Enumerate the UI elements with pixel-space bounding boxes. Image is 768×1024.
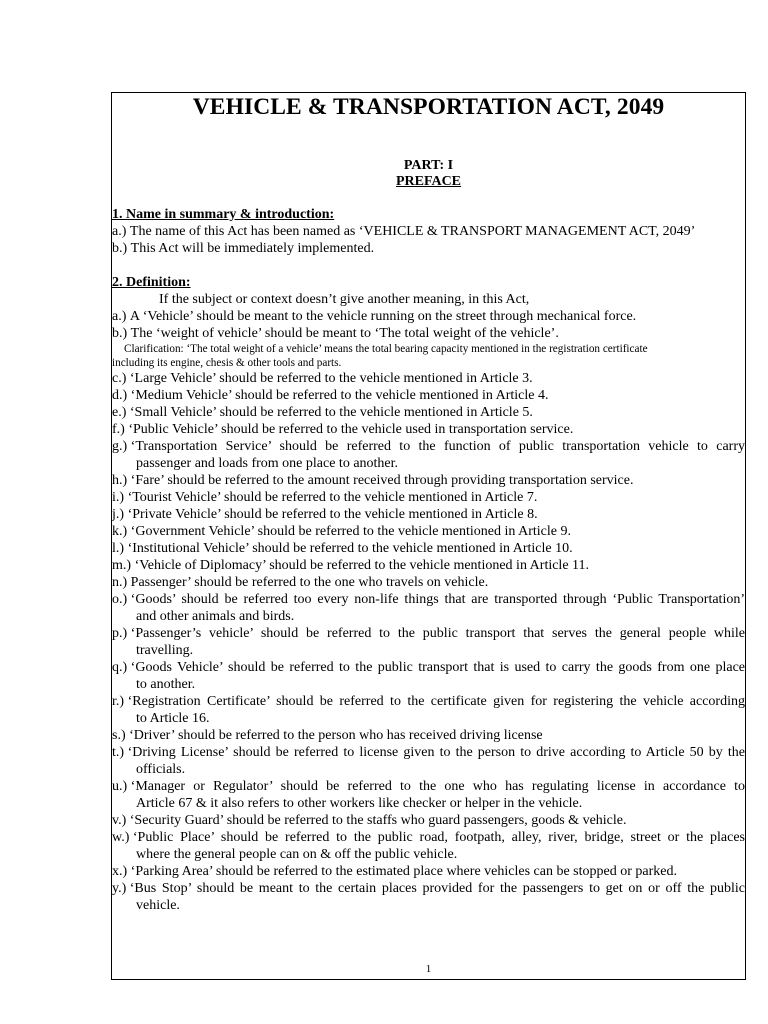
- definition-item: [112, 404, 745, 421]
- item-label: g.): [112, 439, 131, 454]
- item-text: ‘Passenger’s vehicle’ should be referred to the public transport that serves the general people while: [130, 626, 745, 641]
- item-text: A ‘Vehicle’ should be meant to the vehicle running on the street through mechanical force.: [129, 309, 637, 324]
- item-label: p.): [112, 626, 131, 641]
- item-label: s.): [112, 728, 130, 743]
- item-label: n.): [112, 575, 131, 590]
- definition-item: [112, 506, 745, 523]
- document-title: VEHICLE & TRANSPORTATION ACT, 2049: [192, 94, 665, 120]
- definition-item: [112, 387, 745, 404]
- item-text: The ‘weight of vehicle’ should be meant to ‘The total weight of the vehicle’.: [130, 326, 559, 341]
- definition-item-continuation: [112, 642, 745, 659]
- item-text-continued: to Article 16.: [136, 711, 210, 726]
- item-label: t.): [112, 745, 128, 760]
- item-text: ‘Tourist Vehicle’ should be referred to the vehicle mentioned in Article 7.: [127, 490, 538, 505]
- definition-item-continuation: [112, 761, 745, 778]
- definition-item-continuation: [112, 676, 745, 693]
- item-label: v.): [112, 813, 130, 828]
- item-text: Passenger’ should be referred to the one who travels on vehicle.: [130, 575, 489, 590]
- definition-item: [112, 863, 745, 880]
- section-heading-name: 1. Name in summary & introduction:: [112, 207, 335, 222]
- item-text: ‘Private Vehicle’ should be referred to the vehicle mentioned in Article 8.: [127, 507, 538, 522]
- item-label: w.): [112, 830, 133, 845]
- item-text-continued: passenger and loads from one place to another.: [136, 456, 399, 471]
- item-text: ‘Goods’ should be referred too every non-life things that are transported through ‘Public Transportation’: [130, 592, 745, 607]
- definition-item-continuation: [112, 846, 745, 863]
- item-label: d.): [112, 388, 131, 403]
- definition-item: [112, 727, 745, 744]
- document-body: [112, 206, 745, 914]
- preface-heading: PREFACE: [395, 174, 462, 189]
- item-text-continued: and other animals and birds.: [136, 609, 295, 624]
- item-text: ‘Driving License’ should be referred to license given to the person to drive according to Article 50 by the: [127, 745, 745, 760]
- item-text-continued: vehicle.: [136, 898, 180, 913]
- item-text-continued: where the general people can on & off the public vehicle.: [136, 847, 458, 862]
- item-label: a.): [112, 309, 130, 324]
- item-text: ‘Driver’ should be referred to the person who has received driving license: [129, 728, 543, 743]
- definition-item: [112, 421, 745, 438]
- definition-item: [112, 557, 745, 574]
- item-text: ‘Bus Stop’ should be meant to the certain places provided for the passengers to get on or off the public: [129, 881, 745, 896]
- definition-intro: If the subject or context doesn’t give another meaning, in this Act,: [159, 292, 530, 307]
- item-text: ‘Public Vehicle’ should be referred to the vehicle used in transportation service.: [128, 422, 574, 437]
- definition-item-continuation: [112, 795, 745, 812]
- item-text: ‘Registration Certificate’ should be referred to the certificate given for registering the vehicle according: [127, 694, 745, 709]
- definition-item: [112, 778, 745, 795]
- list-item: a.) The name of this Act has been named as ‘VEHICLE & TRANSPORT MANAGEMENT ACT, 2049’: [112, 224, 696, 239]
- item-label: l.): [112, 541, 128, 556]
- clarification-note: Clarification: ‘The total weight of a vehicle’ means the total bearing capacity mentioned in the registration certificate including its engine, chesis & other tools and parts.: [112, 343, 648, 369]
- definition-item: [112, 325, 745, 342]
- item-label: y.): [112, 881, 130, 896]
- item-label: h.): [112, 473, 131, 488]
- item-label: j.): [112, 507, 128, 522]
- section-heading-definition: 2. Definition:: [112, 275, 191, 290]
- definition-list: [112, 370, 745, 914]
- definition-item-continuation: [112, 455, 745, 472]
- definition-item: [112, 308, 745, 325]
- definition-item-continuation: [112, 897, 745, 914]
- item-label: k.): [112, 524, 131, 539]
- item-text-continued: Article 67 & it also refers to other workers like checker or helper in the vehicle.: [136, 796, 583, 811]
- item-label: u.): [112, 779, 131, 794]
- item-label: i.): [112, 490, 128, 505]
- definition-item: [112, 744, 745, 761]
- item-text: ‘Security Guard’ should be referred to the staffs who guard passengers, goods & vehicle.: [129, 813, 627, 828]
- item-text: ‘Small Vehicle’ should be referred to the vehicle mentioned in Article 5.: [129, 405, 533, 420]
- list-item: b.) This Act will be immediately implemented.: [112, 241, 375, 256]
- definition-item: [112, 438, 745, 455]
- item-label: q.): [112, 660, 131, 675]
- definition-item: [112, 472, 745, 489]
- definition-item: [112, 659, 745, 676]
- item-text: ‘Public Place’ should be referred to the public road, footpath, alley, river, bridge, street or the places: [132, 830, 745, 845]
- definition-item-continuation: [112, 608, 745, 625]
- item-text: ‘Government Vehicle’ should be referred to the vehicle mentioned in Article 9.: [130, 524, 572, 539]
- item-label: c.): [112, 371, 130, 386]
- item-label: x.): [112, 864, 131, 879]
- item-text: ‘Manager or Regulator’ should be referred to the one who has regulating license in accordance to: [130, 779, 745, 794]
- item-label: o.): [112, 592, 131, 607]
- item-text: ‘Fare’ should be referred to the amount received through providing transportation service.: [130, 473, 634, 488]
- item-label: m.): [112, 558, 135, 573]
- definition-item: [112, 693, 745, 710]
- definition-item: [112, 591, 745, 608]
- definition-item-continuation: [112, 710, 745, 727]
- item-label: e.): [112, 405, 130, 420]
- item-text: ‘Transportation Service’ should be referred to the function of public transportation vehicle to carry: [130, 439, 745, 454]
- item-text-continued: to another.: [136, 677, 196, 692]
- item-text-continued: travelling.: [136, 643, 194, 658]
- definition-item: [112, 574, 745, 591]
- item-text-continued: officials.: [136, 762, 186, 777]
- item-text: ‘Goods Vehicle’ should be referred to the public transport that is used to carry the goods from one place: [130, 660, 745, 675]
- item-label: f.): [112, 422, 129, 437]
- definition-list: [112, 308, 745, 342]
- definition-item: [112, 829, 745, 846]
- definition-item: [112, 489, 745, 506]
- page-number: 1: [425, 963, 432, 975]
- definition-item: [112, 370, 745, 387]
- definition-item: [112, 625, 745, 642]
- definition-item: [112, 523, 745, 540]
- item-text: ‘Institutional Vehicle’ should be referred to the vehicle mentioned in Article 10.: [127, 541, 573, 556]
- item-text: ‘Vehicle of Diplomacy’ should be referred to the vehicle mentioned in Article 11.: [134, 558, 590, 573]
- definition-item: [112, 812, 745, 829]
- item-text: ‘Large Vehicle’ should be referred to the vehicle mentioned in Article 3.: [129, 371, 533, 386]
- item-text: ‘Medium Vehicle’ should be referred to the vehicle mentioned in Article 4.: [130, 388, 549, 403]
- item-label: r.): [112, 694, 128, 709]
- item-text: ‘Parking Area’ should be referred to the estimated place where vehicles can be stopped or parked.: [130, 864, 677, 879]
- definition-item: [112, 880, 745, 897]
- definition-item: [112, 540, 745, 557]
- item-label: b.): [112, 326, 131, 341]
- part-heading: PART: I: [403, 158, 454, 173]
